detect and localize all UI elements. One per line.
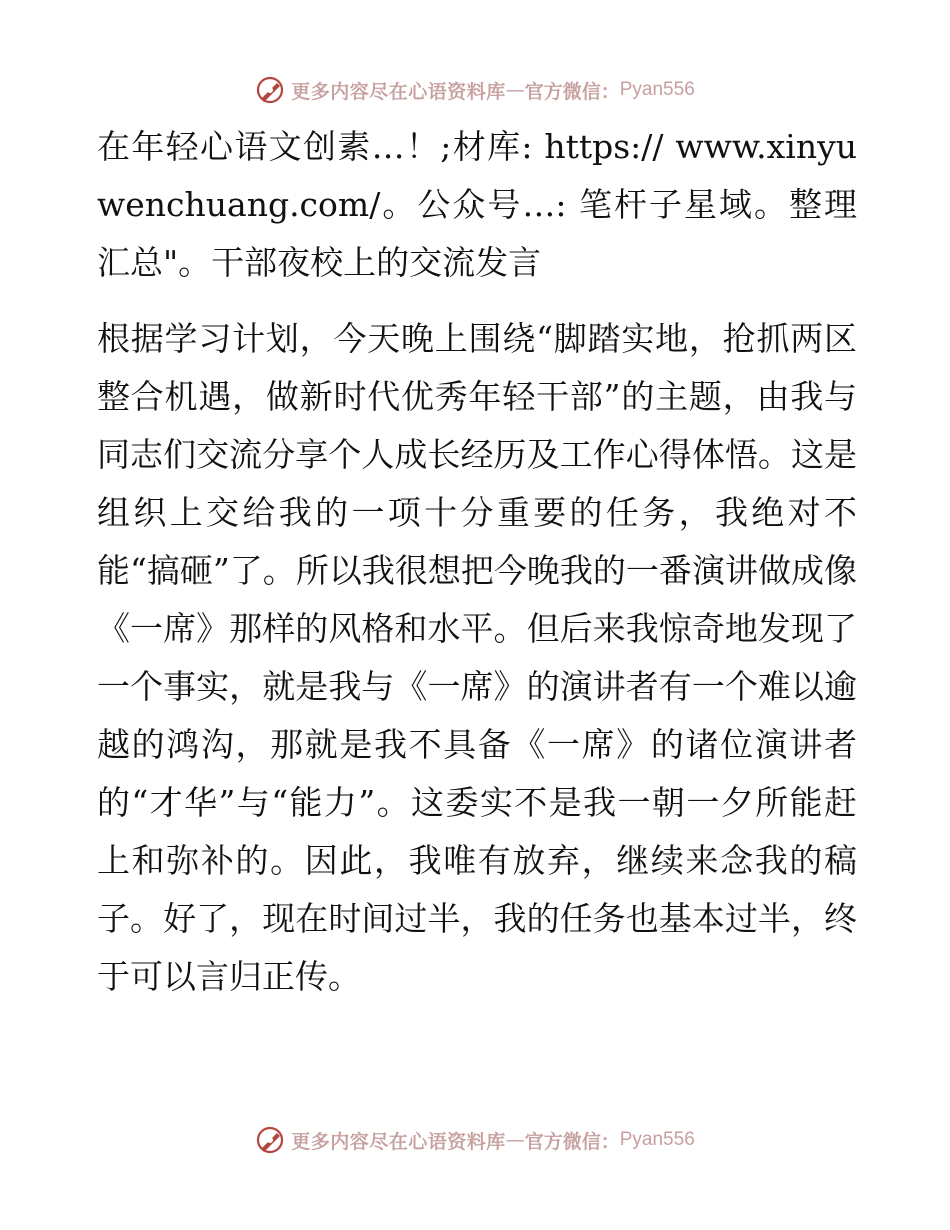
intro-paragraph: 在年轻心语文创素…！;材库: https:// www.xinyuwenchuang.com/。公众号…: 笔杆子星域。整理汇总"。干部夜校上的交流发言 (97, 127, 857, 282)
pen-logo-icon (255, 75, 285, 105)
banner-wechat-id: Pyan556 (619, 1129, 695, 1150)
banner-wechat-label: 官方微信： (524, 1130, 620, 1153)
banner-separator: — (505, 1129, 525, 1151)
header-banner (0, 70, 950, 110)
pen-logo-icon (255, 1125, 285, 1155)
banner-wechat-label: 官方微信： (524, 80, 620, 103)
footer-banner (0, 1120, 950, 1160)
banner-wechat-id: Pyan556 (619, 79, 695, 100)
banner-text: 更多内容尽在心语资料库 (291, 1130, 506, 1153)
banner-text: 更多内容尽在心语资料库 (291, 80, 506, 103)
banner-separator: — (505, 79, 525, 101)
body-paragraph: 根据学习计划，今天晚上围绕“脚踏实地，抢抓两区整合机遇，做新时代优秀年轻干部”的主题，由我与同志们交流分享个人成长经历及工作心得体悟。这是组织上交给我的一项十分重要的任务，我绝对不能“搞砸”了。所以我很想把今晚我的一番演讲做成像《一席》那样的风格和水平。但后来我惊奇地发现了一个事实，就是我与《一席》的演讲者有一个难以逾越的鸿沟，那就是我不具备《一席》的诸位演讲者的“才华”与“能力”。这委实不是我一朝一夕所能赶上和弥补的。因此，我唯有放弃，继续来念我的稿子。好了，现在时间过半，我的任务也基本过半，终于可以言归正传。 (97, 319, 857, 996)
